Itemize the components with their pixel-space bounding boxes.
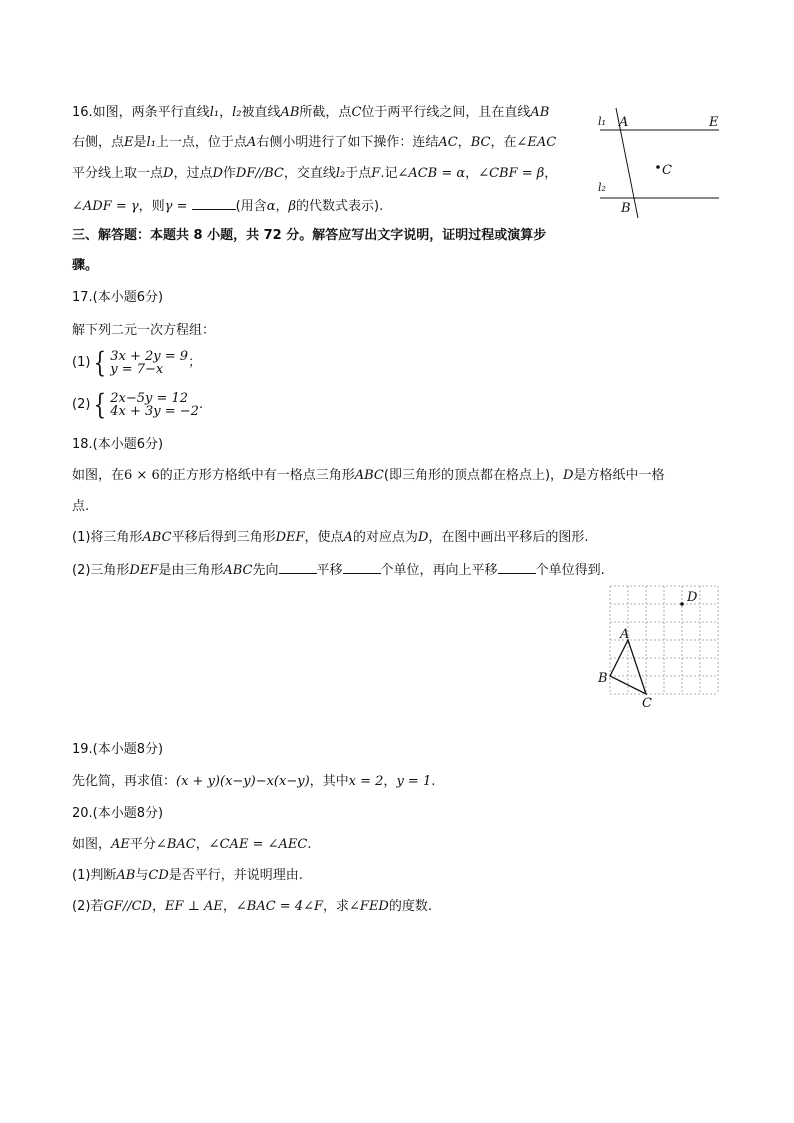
text: . [198, 397, 204, 412]
math: F [371, 166, 381, 181]
text: 与 [135, 868, 149, 883]
text: 是由三角形 [158, 563, 224, 578]
text: 是否平行，并说明理由. [168, 868, 303, 883]
text: ， [275, 199, 289, 214]
q19-header: 19.(本小题8分) [72, 742, 164, 757]
math: DF//BC [235, 166, 284, 181]
label-c: C [642, 696, 652, 711]
math: AC [438, 135, 458, 150]
math: A [246, 135, 257, 150]
math: x = 2 [348, 774, 384, 789]
text: .记 [380, 166, 398, 181]
label-e: E [709, 115, 719, 130]
math: ∠EAC [516, 135, 557, 150]
text: 先化简，再求值： [72, 774, 177, 789]
equation: 4x + 3y = −2 [110, 403, 199, 419]
q17-part-2 [72, 389, 203, 421]
math: E [124, 135, 134, 150]
q18-line-2: 点. [72, 499, 90, 514]
equation: 2x−5y = 12 [110, 390, 189, 406]
math: D [563, 468, 574, 483]
q16-line-4 [72, 196, 383, 216]
math: C [351, 105, 362, 120]
text: ，使点 [304, 530, 344, 545]
text: 如图， [72, 837, 112, 852]
grid-figure [592, 582, 726, 712]
text: (1)将三角形 [72, 530, 143, 545]
point-c [656, 165, 660, 169]
text: 平分线上取一点 [72, 166, 164, 181]
q18-header: 18.(本小题6分) [72, 437, 164, 452]
text: 的度数. [388, 899, 432, 914]
label: (1) [72, 355, 91, 370]
text: 被直线 [241, 105, 281, 120]
math: D [417, 530, 429, 545]
math: ∠ADF = γ [72, 199, 139, 214]
math: y = 1 [396, 774, 432, 789]
point-d [680, 602, 684, 606]
math: l₁ [209, 105, 220, 120]
text: 作 [222, 166, 236, 181]
direction-blank[interactable] [279, 560, 317, 574]
math: ABC [354, 468, 384, 483]
text: (2)三角形 [72, 563, 130, 578]
math: ∠BAC = 4∠F [235, 899, 324, 914]
math: 6 × 6 [124, 468, 160, 483]
text: ，则 [138, 199, 165, 214]
math: EF ⊥ AE [164, 899, 223, 914]
math: γ = [164, 199, 188, 214]
text: 平移 [316, 563, 343, 578]
q20-line-2 [72, 867, 303, 885]
text: ，求 [323, 899, 350, 914]
math: ABC [142, 530, 172, 545]
text: ， [457, 135, 471, 150]
brace-icon: { [94, 345, 107, 379]
text: (用含 [235, 199, 267, 214]
label-c: C [662, 163, 672, 178]
units-blank-1[interactable] [343, 560, 381, 574]
text: 上一点，位于点 [155, 135, 247, 150]
text: . [307, 837, 312, 852]
text: 个单位，再向上平移 [380, 563, 498, 578]
q16-line-1 [72, 104, 549, 122]
text: (2)若 [72, 899, 104, 914]
equation: 3x + 2y = 9 [110, 348, 189, 364]
math: l₂ [232, 105, 242, 120]
text: (1)判断 [72, 868, 117, 883]
text: 平移后得到三角形 [171, 530, 276, 545]
text: (即三角形的顶点都在格点上)， [383, 468, 564, 483]
math: D [212, 166, 223, 181]
math: β [288, 199, 296, 214]
text: 的对应点为 [352, 530, 418, 545]
q18-line-4 [72, 560, 605, 580]
math: GF//CD [103, 899, 152, 914]
math: A [343, 530, 353, 545]
q16-line-3 [72, 165, 557, 183]
math: α [266, 199, 276, 214]
text: ，过点 [173, 166, 213, 181]
text: ， [465, 166, 479, 181]
text: ，在 [490, 135, 517, 150]
q20-line-3 [72, 898, 432, 916]
units-blank-2[interactable] [498, 560, 536, 574]
text: 是方格纸中一格 [573, 468, 665, 483]
text: . [431, 774, 436, 789]
answer-blank[interactable] [192, 196, 236, 210]
q18-line-3 [72, 529, 589, 547]
text: ， [195, 837, 209, 852]
text: 右侧，点 [72, 135, 125, 150]
label-d: D [687, 590, 698, 605]
brace-icon: { [94, 387, 107, 421]
label-b: B [598, 671, 608, 686]
text: ， [222, 899, 236, 914]
math: ∠FED [349, 899, 389, 914]
math: DEF [129, 563, 159, 578]
text: ，交直线 [283, 166, 336, 181]
math: CD [148, 868, 169, 883]
q18-line-1 [72, 467, 664, 485]
equation: y = 7−x [110, 361, 164, 377]
q17-intro: 解下列二元一次方程组： [72, 323, 216, 338]
section-heading: 三、解答题：本题共 8 小题，共 72 分。解答应写出文字说明，证明过程或演算步 [72, 228, 547, 243]
text: ， [219, 105, 233, 120]
label-b: B [621, 201, 631, 216]
q17-part-1 [72, 347, 201, 379]
text: 的代数式表示). [296, 199, 384, 214]
text: ，在图中画出平移后的图形. [428, 530, 589, 545]
text: ， [383, 774, 397, 789]
text: 所截，点 [299, 105, 352, 120]
label-a: A [620, 627, 630, 642]
text: 是 [133, 135, 147, 150]
math: ABC [223, 563, 253, 578]
q20-header: 20.(本小题8分) [72, 806, 164, 821]
math: D [163, 166, 174, 181]
text: 如图，在 [72, 468, 125, 483]
label: (2) [72, 397, 91, 412]
q16-line-2 [72, 134, 556, 152]
text: ， [151, 899, 165, 914]
label-l1: l₁ [598, 115, 606, 128]
equation-system [110, 350, 188, 376]
math: ∠CBF = β [478, 166, 545, 181]
math: ∠BAC [155, 837, 196, 852]
math: ∠ACB = α [397, 166, 466, 181]
section-heading-cont: 骤。 [72, 258, 99, 273]
text: 位于两平行线之间，且在直线 [361, 105, 531, 120]
text: 的正方形方格纸中有一格点三角形 [159, 468, 355, 483]
math: ∠CAE = ∠AEC [208, 837, 308, 852]
math: BC [470, 135, 491, 150]
math: AB [116, 868, 136, 883]
q20-line-1 [72, 836, 311, 854]
text: ，其中 [309, 774, 349, 789]
parallel-lines-figure [592, 106, 726, 220]
text: 于点 [345, 166, 372, 181]
text: ； [188, 355, 202, 370]
text: 平分 [129, 837, 156, 852]
math: l₁ [146, 135, 156, 150]
text: 16.如图，两条平行直线 [72, 105, 210, 120]
math: DEF [275, 530, 305, 545]
text: 右侧小明进行了如下操作：连结 [256, 135, 439, 150]
text: 个单位得到. [535, 563, 605, 578]
math: AB [530, 105, 550, 120]
q17-header: 17.(本小题6分) [72, 290, 164, 305]
math: AB [280, 105, 300, 120]
equation-system [110, 392, 199, 418]
text: 先向 [252, 563, 279, 578]
math: AE [111, 837, 130, 852]
math: (x + y)(x−y)−x(x−y) [176, 774, 310, 789]
label-a: A [619, 115, 629, 130]
text: ， [544, 166, 558, 181]
math: l₂ [335, 166, 346, 181]
q19-line-1 [72, 773, 435, 791]
label-l2: l₂ [598, 181, 606, 194]
